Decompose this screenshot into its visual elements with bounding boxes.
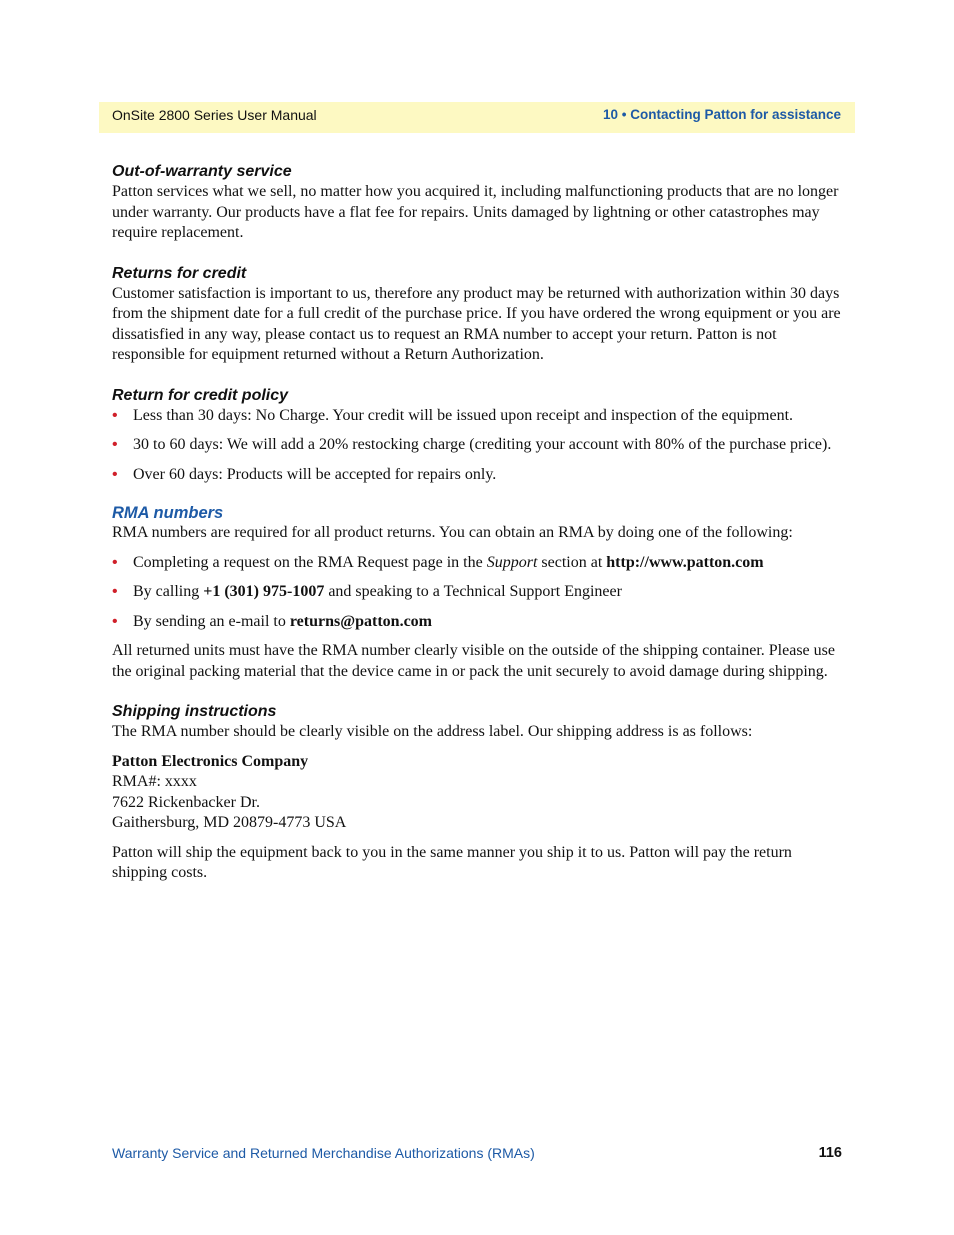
rma-intro: RMA numbers are required for all product returns. You can obtain an RMA by doing one of the following: [112,524,793,541]
out-of-warranty-heading: Out-of-warranty service [112,163,292,180]
rma-closing: All returned units must have the RMA number clearly visible on the outside of the shipping container. Please use the original packing material that the device came in or pack the unit securely to avoid damage during shipping. [112,642,835,680]
patton-website-url: http://www.patton.com [606,553,764,571]
list-item [112,582,844,603]
credit-policy-heading: Return for credit policy [112,386,289,404]
returns-email-address: returns@patton.com [289,612,432,630]
rma-numbers-heading: RMA numbers [112,504,224,522]
shipping-instructions-heading: Shipping instructions [112,703,277,720]
list-item-text: 30 to 60 days: We will add a 20% restocking charge (crediting your account with 80% of the purchase price). [133,436,832,453]
shipping-closing: Patton will ship the equipment back to you in the same manner you ship it to us. Patton will pay the return shipping costs. [112,843,792,881]
company-name: Patton Electronics Company [112,752,309,770]
list-item-text: Over 60 days: Products will be accepted for repairs only. [133,465,497,483]
returns-for-credit-body: Customer satisfaction is important to us, therefore any product may be returned with authorization within 30 days from the shipment date for a full credit of the purchase price. If you have ordered the wrong equipment or you are dissatisfied in any way, please contact us to request an RMA number to accept your return. Patton is not responsible for equipment returned without a Return Authorization. [112,284,841,363]
manual-title: OnSite 2800 Series User Manual [112,107,317,123]
address-city: Gaithersburg, MD 20879-4773 USA [112,814,347,831]
support-phone-number: +1 (301) 975-1007 [203,583,325,600]
list-item-text: and speaking to a Technical Support Engineer [324,583,622,600]
list-item-text: Less than 30 days: No Charge. Your credit will be issued upon receipt and inspection of the equipment. [133,406,794,424]
list-item [112,435,844,456]
bullet-icon: • [112,436,118,453]
address-rma-line: RMA#: xxxx [112,773,197,790]
page-header [99,102,855,133]
shipping-address [112,752,844,834]
list-item [112,465,844,486]
rma-methods-list [112,553,844,633]
list-item-text: By sending an e-mail to [133,612,290,630]
credit-policy-list [112,406,844,486]
support-section-name: Support [486,553,538,571]
list-item-text: By calling [133,583,204,600]
shipping-intro: The RMA number should be clearly visible on the address label. Our shipping address is as follows: [112,723,753,740]
bullet-icon: • [112,553,118,571]
list-item-text: section at [537,553,607,571]
bullet-icon: • [112,465,118,483]
footer-section-title: Warranty Service and Returned Merchandise Authorizations (RMAs) [112,1145,535,1161]
returns-for-credit-heading: Returns for credit [112,264,247,282]
page-content [112,162,844,884]
page-number: 116 [818,1145,842,1161]
list-item [112,553,844,574]
list-item-text: Completing a request on the RMA Request page in the [133,553,487,571]
list-item [112,612,844,633]
bullet-icon: • [112,583,118,600]
out-of-warranty-body: Patton services what we sell, no matter how you acquired it, including malfunctioning products that are no longer under warranty. Our products have a flat fee for repairs. Units damaged by lightning or other catastrophes may require replacement. [112,183,839,241]
address-street: 7622 Rickenbacker Dr. [112,793,260,811]
bullet-icon: • [112,612,118,630]
bullet-icon: • [112,406,118,424]
list-item [112,406,844,427]
chapter-title: 10 • Contacting Patton for assistance [602,107,841,122]
